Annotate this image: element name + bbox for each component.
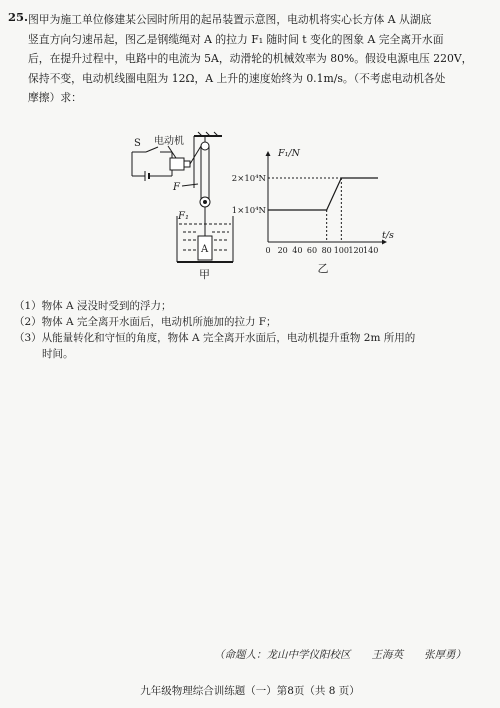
- x-tick-label: 40: [292, 246, 303, 255]
- intro-line: 后，在提升过程中，电路中的电流为 5A，动滑轮的机械效率为 80%。假设电源电压 220V，: [28, 52, 473, 65]
- intro-line: 摩擦）求：: [28, 91, 82, 104]
- motor-drum-icon: [184, 161, 190, 167]
- intro-line: 竖直方向匀速吊起，图乙是钢缆绳对 A 的拉力 F₁ 随时间 t 变化的图象 A 完全离开水面: [28, 32, 444, 46]
- motor-icon: [170, 158, 184, 170]
- question-2: （2）物体 A 完全离开水面后，电动机所施加的拉力 F；: [14, 316, 277, 328]
- x-tick-label: 120: [348, 246, 364, 255]
- x-tick-label: 0: [265, 246, 271, 255]
- question-intro: [28, 10, 474, 108]
- force1-label: F₁: [178, 211, 189, 222]
- author-credit: （命题人：龙山中学仪阳校区 王海英 张厚勇）: [214, 649, 466, 661]
- x-tick-label: 80: [321, 246, 332, 255]
- page-footer: 九年级物理综合训练题（一）第8页（共 8 页）: [140, 685, 360, 697]
- force-label: F: [173, 182, 180, 193]
- switch-icon: [146, 147, 158, 152]
- caption-jia: 甲: [199, 268, 210, 281]
- motor-label: 电动机: [154, 136, 184, 147]
- x-tick-label: 60: [306, 246, 318, 255]
- question-1: （1）物体 A 浸没时受到的浮力；: [14, 300, 172, 312]
- figures: [0, 128, 500, 288]
- switch-label: S: [134, 138, 141, 149]
- y-tick-label: 1×10⁴N: [231, 206, 266, 216]
- figure-yi-chart: [232, 148, 394, 275]
- y-tick-label: 2×10⁴N: [231, 174, 266, 184]
- x-tick-label: 100: [333, 246, 349, 255]
- intro-line: 图甲为施工单位修建某公园时所用的起吊装置示意图，电动机将实心长方体 A 从湖底: [28, 13, 432, 26]
- y-axis-label: F₁/N: [278, 148, 300, 159]
- block-label: A: [201, 244, 209, 255]
- caption-yi: 乙: [317, 262, 329, 275]
- x-tick-label: 20: [277, 246, 288, 255]
- question-3: （3）从能量转化和守恒的角度，物体 A 完全离开水面后，电动机提升重物 2m 所用的: [14, 332, 416, 344]
- force-arrow: [182, 184, 198, 186]
- intro-line: 保持不变，电动机线圈电阻为 12Ω，A 上升的速度始终为 0.1m/s。（不考虑电动机各处: [28, 71, 446, 85]
- y-axis-arrow-icon: [266, 151, 271, 156]
- x-axis-label: t/s: [382, 230, 394, 241]
- x-tick-label: 140: [363, 246, 379, 255]
- figure-jia: [132, 132, 233, 281]
- pulley-axle: [204, 201, 207, 204]
- question-3-cont: 时间。: [42, 348, 74, 360]
- fixed-pulley-icon: [201, 142, 209, 150]
- question-number: 25.: [8, 10, 29, 24]
- rope: [190, 146, 201, 164]
- series-line: [268, 178, 378, 210]
